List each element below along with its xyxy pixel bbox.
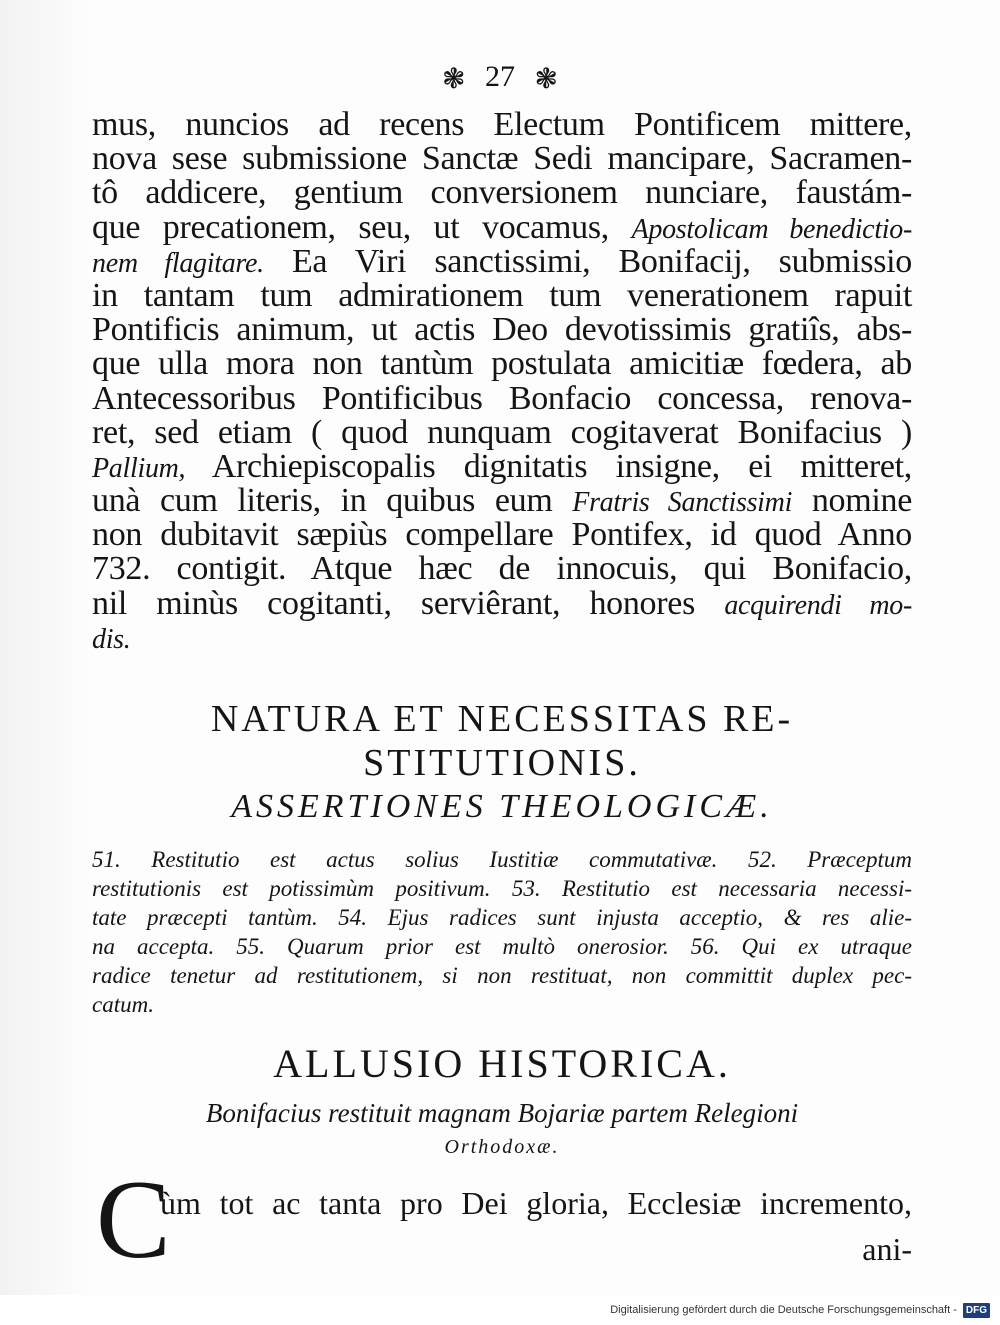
text-line: in tantam tum admirationem tum venerationem rapuit <box>92 276 912 314</box>
assertion-line: radice tenetur ad restitutionem, si non restituat, non committit duplex pec- <box>92 963 912 988</box>
body-paragraph <box>92 108 912 655</box>
text-segment: que precationem, seu, ut vocamus, <box>92 208 609 246</box>
assertion-line: catum. <box>92 992 154 1017</box>
drop-capital: C <box>96 1158 171 1282</box>
assertion-line: 51. Restitutio est actus solius Iustitiæ commutativæ. 52. Præceptum <box>92 847 912 872</box>
digitization-footer <box>0 1295 1000 1325</box>
text-segment: nomine <box>811 482 913 520</box>
text-line: ùm tot ac tanta pro Dei gloria, Ecclesiæ incremento, <box>160 1185 912 1221</box>
ornament-left-icon: ❃ <box>442 64 466 96</box>
section-heading-allusio: ALLUSIO HISTORICA. <box>273 1041 731 1086</box>
final-paragraph <box>160 1180 912 1272</box>
text-line: nova sese submissione Sanctæ Sedi mancipare, Sacramen- <box>92 140 912 178</box>
text-segment: nil minùs cogitanti, serviêrant, honores <box>92 584 696 622</box>
italic-segment: Fratris Sanctissimi <box>572 487 793 519</box>
text-line <box>92 584 913 622</box>
section-heading-assertiones: ASSERTIONES THEOLOGICÆ. <box>231 788 773 825</box>
text-segment: unà cum literis, in quibus eum <box>92 482 553 520</box>
italic-segment: Apostolicam benedictio- <box>631 213 912 245</box>
text-segment: Archiepiscopalis dignitatis insigne, ei mitteret, <box>211 447 912 485</box>
subheading-line: Orthodoxæ. <box>444 1136 560 1158</box>
assertion-line: na accepta. 55. Quarum prior est multò onerosior. 56. Qui ex utraque <box>92 934 912 959</box>
italic-segment: Pallium, <box>92 452 186 484</box>
assertion-line: tate præcepti tantùm. 54. Ejus radices sunt injusta acceptio, & res alie- <box>92 905 912 930</box>
text-line: que ulla mora non tantùm postulata amicitiæ fœdera, ab <box>92 345 912 383</box>
text-line: ani- <box>862 1231 912 1267</box>
text-line: non dubitavit sæpiùs compellare Pontifex, id quod Anno <box>92 516 912 554</box>
section-heading-natura <box>92 697 912 785</box>
subheading-line: Bonifacius restituit magnam Bojariæ partem Relegioni <box>205 1098 799 1128</box>
text-line <box>92 208 912 246</box>
text-line <box>92 484 912 518</box>
assertion-line: restitutionis est potissimùm positivum. 53. Restitutio est necessaria necessi- <box>92 876 912 901</box>
ornament-right-icon: ❃ <box>534 64 558 96</box>
text-line <box>92 621 912 655</box>
italic-segment: dis. <box>92 623 131 655</box>
italic-segment: nem flagitare. <box>92 247 264 279</box>
dfg-logo-icon: DFG <box>963 1303 990 1318</box>
text-line <box>92 447 912 485</box>
subheading <box>92 1096 912 1164</box>
text-line: ret, sed etiam ( quod nunquam cogitaverat Bonifacius ) <box>92 413 912 451</box>
page-header <box>0 60 1000 100</box>
text-segment: Ea Viri sanctissimi, Bonifacij, submissio <box>291 242 912 280</box>
text-line <box>92 242 912 280</box>
assertions-block <box>92 845 912 1019</box>
text-line: tô addicere, gentium conversionem nunciare, faustám- <box>92 174 912 212</box>
heading-line: NATURA ET NECESSITAS RE- <box>210 698 794 740</box>
heading-line: STITUTIONIS. <box>363 742 641 784</box>
text-line: mus, nuncios ad recens Electum Pontificem mittere, <box>92 106 912 143</box>
text-line: Antecessoribus Pontificibus Bonfacio concessa, renova- <box>92 379 912 417</box>
text-line: Pontificis animum, ut actis Deo devotissimis gratiîs, abs- <box>92 311 912 349</box>
text-line: 732. contigit. Atque hæc de innocuis, qui Bonifacio, <box>92 550 912 588</box>
footer-credit: Digitalisierung gefördert durch die Deutsche Forschungsgemeinschaft - <box>610 1304 957 1316</box>
page-number: 27 <box>485 60 515 93</box>
page-bleed-shadow <box>0 0 90 1295</box>
italic-segment: acquirendi mo- <box>724 589 913 621</box>
